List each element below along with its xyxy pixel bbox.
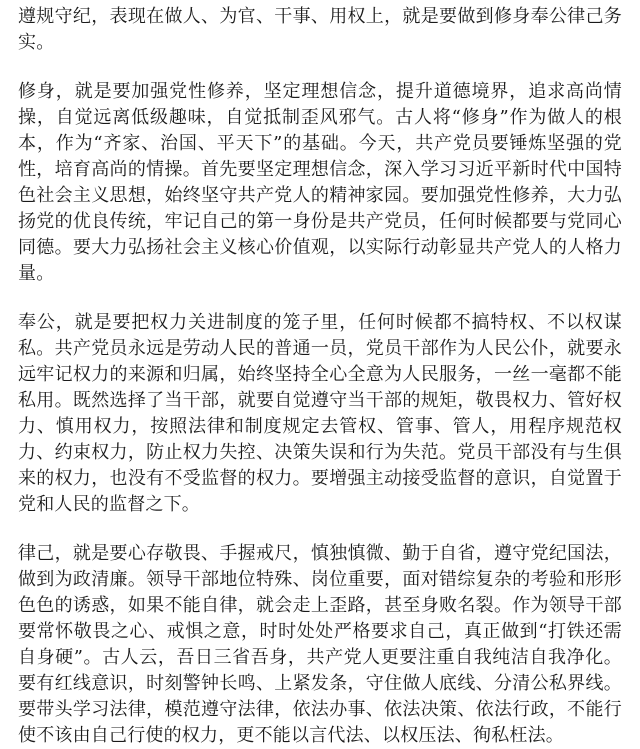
paragraph-xiushen: 修身，就是要加强党性修养，坚定理想信念，提升道德境界，追求高尚情操，自觉远离低级趣味，自觉抵制歪风邪气。古人将“修身”作为做人的根本，作为“齐家、治国、平天下”的基础。今天，共产党员要锤炼坚强的党性，培育高尚的情操。首先要坚定理想信念，深入学习习近平新时代中国特色社会主义思想，始终坚守共产党人的精神家园。要加强党性修养，大力弘扬党的优良传统，牢记自己的第一身份是共产党员，任何时候都要与党同心同德。要大力弘扬社会主义核心价值观，以实际行动彰显共产党人的人格力量。 <box>18 81 622 284</box>
paragraph-fenggong: 奉公，就是要把权力关进制度的笼子里，任何时候都不搞特权、不以权谋私。共产党员永远是劳动人民的普通一员，党员干部作为人民公仆，就要永远牢记权力的来源和归属，始终坚持全心全意为人民服务，一丝一毫都不能私用。既然选择了当干部，就要自觉遵守当干部的规矩，敬畏权力、管好权力、慎用权力，按照法律和制度规定去管权、管事、管人，用程序规范权力、约束权力，防止权力失控、决策失误和行为失范。党员干部没有与生俱来的权力，也没有不受监督的权力。要增强主动接受监督的意识，自觉置于党和人民的监督之下。 <box>18 312 622 515</box>
paragraph-lvji: 律己，就是要心存敬畏、手握戒尺，慎独慎微、勤于自省，遵守党纪国法，做到为政清廉。领导干部地位特殊、岗位重要，面对错综复杂的考验和形形色色的诱惑，如果不能自律，就会走上歪路，甚至身败名裂。作为领导干部要常怀敬畏之心、戒惧之意，时时处处严格要求自己，真正做到“打铁还需自身硬”。古人云，吾日三省吾身，共产党人更要注重自我纯洁自我净化。要有红线意识，时刻警钟长鸣、上紧发条，守住做人底线、分清公私界线。要带头学习法律，模范遵守法律，依法办事、依法决策、依法行政，不能行使不该由自己行使的权力，更不能以言代法、以权压法、徇私枉法。 <box>18 543 622 746</box>
paragraph-intro: 遵规守纪，表现在做人、为官、干事、用权上，就是要做到修身奉公律己务实。 <box>18 6 622 53</box>
